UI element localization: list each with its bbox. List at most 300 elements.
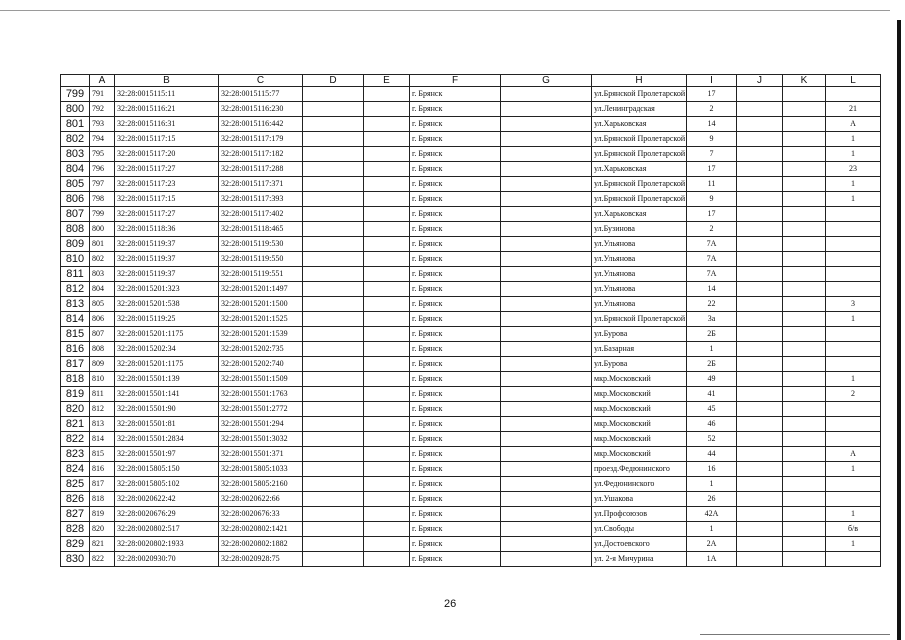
cell-k: [783, 552, 826, 567]
cell-j: [737, 282, 783, 297]
cell-f: г. Брянск: [410, 402, 501, 417]
cell-j: [737, 402, 783, 417]
cell-e: [364, 522, 410, 537]
cell-j: [737, 132, 783, 147]
cell-a: 819: [90, 507, 115, 522]
cell-f: г. Брянск: [410, 417, 501, 432]
cell-h: ул.Бурова: [592, 327, 687, 342]
cell-j: [737, 87, 783, 102]
cell-a: 817: [90, 477, 115, 492]
column-header-e: E: [364, 75, 410, 87]
cell-h: ул.Брянской Пролетарской: [592, 147, 687, 162]
cell-j: [737, 552, 783, 567]
cell-c: 32:28:0015201:1500: [219, 297, 303, 312]
cell-c: 32:28:0015501:1509: [219, 372, 303, 387]
cell-i: 49: [687, 372, 737, 387]
cell-l: 21: [826, 102, 881, 117]
cell-e: [364, 462, 410, 477]
cell-l: [826, 237, 881, 252]
cell-d: [303, 402, 364, 417]
table-row: [61, 237, 881, 252]
cell-e: [364, 162, 410, 177]
cell-f: г. Брянск: [410, 447, 501, 462]
cell-f: г. Брянск: [410, 537, 501, 552]
cell-d: [303, 222, 364, 237]
cell-a: 805: [90, 297, 115, 312]
table-row: [61, 147, 881, 162]
table-row: [61, 372, 881, 387]
cell-j: [737, 327, 783, 342]
page-number: 26: [444, 598, 457, 610]
cell-h: ул.Ульянова: [592, 237, 687, 252]
cell-d: [303, 147, 364, 162]
table-row: [61, 507, 881, 522]
cell-c: 32:28:0015117:179: [219, 132, 303, 147]
cell-k: [783, 192, 826, 207]
cell-g: [501, 552, 592, 567]
cell-i: 1: [687, 342, 737, 357]
cell-i: 14: [687, 282, 737, 297]
cell-i: 41: [687, 387, 737, 402]
cell-i: 1: [687, 522, 737, 537]
cell-e: [364, 132, 410, 147]
cell-k: [783, 372, 826, 387]
cell-i: 1: [687, 477, 737, 492]
cell-j: [737, 432, 783, 447]
cell-j: [737, 492, 783, 507]
cell-g: [501, 507, 592, 522]
cell-c: 32:28:0015117:371: [219, 177, 303, 192]
cell-j: [737, 207, 783, 222]
cell-b: 32:28:0015119:37: [115, 267, 219, 282]
cell-g: [501, 327, 592, 342]
cell-j: [737, 177, 783, 192]
table-row: [61, 207, 881, 222]
cell-k: [783, 357, 826, 372]
cell-j: [737, 507, 783, 522]
cell-l: 1: [826, 537, 881, 552]
cell-d: [303, 357, 364, 372]
cell-g: [501, 177, 592, 192]
column-header-i: I: [687, 75, 737, 87]
column-header-d: D: [303, 75, 364, 87]
cell-i: 52: [687, 432, 737, 447]
cell-a: 793: [90, 117, 115, 132]
table-row: [61, 552, 881, 567]
cell-g: [501, 402, 592, 417]
cell-d: [303, 432, 364, 447]
row-number: 806: [61, 192, 90, 207]
cell-f: г. Брянск: [410, 267, 501, 282]
cell-d: [303, 477, 364, 492]
table-row: [61, 342, 881, 357]
cell-b: 32:28:0015501:139: [115, 372, 219, 387]
cell-h: ул.Ленинградская: [592, 102, 687, 117]
column-header-c: C: [219, 75, 303, 87]
cell-f: г. Брянск: [410, 177, 501, 192]
cell-b: 32:28:0015117:15: [115, 132, 219, 147]
cell-g: [501, 132, 592, 147]
cell-l: 1: [826, 372, 881, 387]
cell-c: 32:28:0020928:75: [219, 552, 303, 567]
cell-e: [364, 207, 410, 222]
column-header-j: J: [737, 75, 783, 87]
cell-c: 32:28:0015201:1539: [219, 327, 303, 342]
cell-l: [826, 282, 881, 297]
cell-f: г. Брянск: [410, 207, 501, 222]
cell-k: [783, 297, 826, 312]
row-number: 825: [61, 477, 90, 492]
cell-f: г. Брянск: [410, 102, 501, 117]
cell-i: 1А: [687, 552, 737, 567]
cell-d: [303, 387, 364, 402]
cell-d: [303, 102, 364, 117]
column-header-g: G: [501, 75, 592, 87]
cell-b: 32:28:0015501:90: [115, 402, 219, 417]
cell-a: 815: [90, 447, 115, 462]
row-number: 809: [61, 237, 90, 252]
cell-b: 32:28:0015201:1175: [115, 357, 219, 372]
cell-k: [783, 507, 826, 522]
column-header-a: A: [90, 75, 115, 87]
cell-l: 1: [826, 147, 881, 162]
cell-j: [737, 312, 783, 327]
cell-a: 797: [90, 177, 115, 192]
row-number: 810: [61, 252, 90, 267]
table-row: [61, 402, 881, 417]
cell-e: [364, 192, 410, 207]
cell-c: 32:28:0015119:530: [219, 237, 303, 252]
cell-k: [783, 402, 826, 417]
cell-d: [303, 417, 364, 432]
cell-f: г. Брянск: [410, 432, 501, 447]
cell-e: [364, 537, 410, 552]
cell-e: [364, 387, 410, 402]
bottom-rule: [700, 634, 890, 635]
cell-e: [364, 237, 410, 252]
corner-cell: [61, 75, 90, 87]
cell-d: [303, 522, 364, 537]
cell-h: ул.Ульянова: [592, 297, 687, 312]
table-row: [61, 327, 881, 342]
row-number: 811: [61, 267, 90, 282]
cell-e: [364, 267, 410, 282]
cell-f: г. Брянск: [410, 297, 501, 312]
cell-k: [783, 342, 826, 357]
cell-j: [737, 387, 783, 402]
cell-e: [364, 432, 410, 447]
row-number: 807: [61, 207, 90, 222]
cell-b: 32:28:0015118:36: [115, 222, 219, 237]
cell-k: [783, 462, 826, 477]
cell-i: 22: [687, 297, 737, 312]
cell-e: [364, 477, 410, 492]
cell-h: ул.Харьковская: [592, 162, 687, 177]
cell-a: 804: [90, 282, 115, 297]
cell-a: 792: [90, 102, 115, 117]
cell-a: 812: [90, 402, 115, 417]
cell-b: 32:28:0015116:31: [115, 117, 219, 132]
cell-b: 32:28:0015201:538: [115, 297, 219, 312]
cell-a: 816: [90, 462, 115, 477]
cell-b: 32:28:0020802:1933: [115, 537, 219, 552]
cell-f: г. Брянск: [410, 522, 501, 537]
table-row: [61, 102, 881, 117]
cell-i: 7А: [687, 267, 737, 282]
cell-e: [364, 552, 410, 567]
table-row: [61, 192, 881, 207]
table-row: [61, 222, 881, 237]
cell-c: 32:28:0015117:393: [219, 192, 303, 207]
row-number: 799: [61, 87, 90, 102]
table-row: [61, 432, 881, 447]
table-row: [61, 537, 881, 552]
cell-g: [501, 87, 592, 102]
cell-h: ул. 2-я Мичурина: [592, 552, 687, 567]
table-row: [61, 462, 881, 477]
top-rule: [0, 10, 890, 11]
cell-d: [303, 177, 364, 192]
cell-l: [826, 432, 881, 447]
cell-e: [364, 312, 410, 327]
cell-h: проезд.Федюнинского: [592, 462, 687, 477]
cell-b: 32:28:0015117:23: [115, 177, 219, 192]
cell-i: 2Б: [687, 357, 737, 372]
cell-j: [737, 297, 783, 312]
cell-h: мкр.Московский: [592, 372, 687, 387]
cell-i: 2Б: [687, 327, 737, 342]
cell-i: 11: [687, 177, 737, 192]
cell-j: [737, 537, 783, 552]
column-header-h: H: [592, 75, 687, 87]
cell-l: 1: [826, 507, 881, 522]
cell-f: г. Брянск: [410, 147, 501, 162]
cell-h: ул.Брянской Пролетарской: [592, 177, 687, 192]
cell-b: 32:28:0020930:70: [115, 552, 219, 567]
table-row: [61, 312, 881, 327]
cell-j: [737, 447, 783, 462]
row-number: 816: [61, 342, 90, 357]
table-row: [61, 252, 881, 267]
cell-i: 7А: [687, 237, 737, 252]
table-row: [61, 267, 881, 282]
cell-a: 806: [90, 312, 115, 327]
cell-e: [364, 492, 410, 507]
cell-d: [303, 252, 364, 267]
cell-k: [783, 432, 826, 447]
cell-h: ул.Свободы: [592, 522, 687, 537]
cell-k: [783, 522, 826, 537]
cell-g: [501, 477, 592, 492]
cell-i: 9: [687, 132, 737, 147]
cell-l: [826, 477, 881, 492]
cell-a: 818: [90, 492, 115, 507]
cell-g: [501, 207, 592, 222]
column-header-k: K: [783, 75, 826, 87]
cell-e: [364, 117, 410, 132]
cell-h: мкр.Московский: [592, 417, 687, 432]
cell-a: 803: [90, 267, 115, 282]
cell-d: [303, 237, 364, 252]
cell-h: ул.Бузинова: [592, 222, 687, 237]
cell-c: 32:28:0020802:1421: [219, 522, 303, 537]
cell-e: [364, 402, 410, 417]
cell-d: [303, 117, 364, 132]
cell-l: [826, 252, 881, 267]
cell-j: [737, 372, 783, 387]
cell-h: ул.Брянской Пролетарской: [592, 312, 687, 327]
cell-g: [501, 417, 592, 432]
cell-l: 1: [826, 132, 881, 147]
cell-h: ул.Брянской Пролетарской: [592, 132, 687, 147]
cell-i: 45: [687, 402, 737, 417]
cell-j: [737, 147, 783, 162]
table-row: [61, 387, 881, 402]
cell-a: 800: [90, 222, 115, 237]
cell-f: г. Брянск: [410, 552, 501, 567]
cell-l: 3: [826, 297, 881, 312]
cell-h: ул.Ушакова: [592, 492, 687, 507]
cell-a: 810: [90, 372, 115, 387]
cell-g: [501, 102, 592, 117]
cell-i: 9: [687, 192, 737, 207]
cell-g: [501, 192, 592, 207]
cell-l: б/в: [826, 522, 881, 537]
cell-k: [783, 132, 826, 147]
cell-a: 801: [90, 237, 115, 252]
cell-d: [303, 327, 364, 342]
cell-h: ул.Ульянова: [592, 267, 687, 282]
cell-l: 1: [826, 462, 881, 477]
cell-k: [783, 267, 826, 282]
cell-c: 32:28:0015201:1497: [219, 282, 303, 297]
row-number: 817: [61, 357, 90, 372]
cell-h: мкр.Московский: [592, 432, 687, 447]
cell-b: 32:28:0015201:323: [115, 282, 219, 297]
cell-k: [783, 417, 826, 432]
cell-a: 791: [90, 87, 115, 102]
cell-l: 1: [826, 192, 881, 207]
table-row: [61, 447, 881, 462]
table-row: [61, 522, 881, 537]
cell-g: [501, 162, 592, 177]
cell-f: г. Брянск: [410, 492, 501, 507]
cell-k: [783, 222, 826, 237]
cell-e: [364, 102, 410, 117]
row-number: 824: [61, 462, 90, 477]
cell-i: 3а: [687, 312, 737, 327]
cell-d: [303, 297, 364, 312]
cell-b: 32:28:0015501:97: [115, 447, 219, 462]
cell-f: г. Брянск: [410, 327, 501, 342]
cell-g: [501, 432, 592, 447]
cell-i: 2А: [687, 537, 737, 552]
cell-h: мкр.Московский: [592, 447, 687, 462]
cell-a: 798: [90, 192, 115, 207]
cell-b: 32:28:0015116:21: [115, 102, 219, 117]
cell-c: 32:28:0015119:550: [219, 252, 303, 267]
cell-l: [826, 417, 881, 432]
table-row: [61, 477, 881, 492]
cell-c: 32:28:0015501:3032: [219, 432, 303, 447]
cell-l: [826, 87, 881, 102]
cell-a: 802: [90, 252, 115, 267]
cell-c: 32:28:0015501:1763: [219, 387, 303, 402]
cell-a: 822: [90, 552, 115, 567]
cell-k: [783, 477, 826, 492]
cell-e: [364, 342, 410, 357]
table-row: [61, 417, 881, 432]
column-header-f: F: [410, 75, 501, 87]
cell-e: [364, 417, 410, 432]
cell-e: [364, 372, 410, 387]
cell-h: ул.Ульянова: [592, 252, 687, 267]
cell-j: [737, 357, 783, 372]
cell-g: [501, 267, 592, 282]
cell-j: [737, 237, 783, 252]
row-number: 808: [61, 222, 90, 237]
cell-c: 32:28:0015117:288: [219, 162, 303, 177]
cell-b: 32:28:0015119:37: [115, 252, 219, 267]
table-row: [61, 282, 881, 297]
row-number: 818: [61, 372, 90, 387]
cell-i: 44: [687, 447, 737, 462]
row-number: 828: [61, 522, 90, 537]
cell-h: ул.Профсоюзов: [592, 507, 687, 522]
table-row: [61, 357, 881, 372]
cell-g: [501, 537, 592, 552]
cell-f: г. Брянск: [410, 237, 501, 252]
cell-k: [783, 537, 826, 552]
cell-e: [364, 87, 410, 102]
cell-h: ул.Харьковская: [592, 207, 687, 222]
cell-k: [783, 447, 826, 462]
cell-f: г. Брянск: [410, 282, 501, 297]
cell-b: 32:28:0015501:81: [115, 417, 219, 432]
cell-b: 32:28:0015117:15: [115, 192, 219, 207]
cell-l: 1: [826, 177, 881, 192]
cell-d: [303, 447, 364, 462]
cell-c: 32:28:0015202:740: [219, 357, 303, 372]
cell-k: [783, 207, 826, 222]
cell-k: [783, 117, 826, 132]
cell-k: [783, 87, 826, 102]
cell-a: 799: [90, 207, 115, 222]
cell-k: [783, 102, 826, 117]
cell-a: 807: [90, 327, 115, 342]
cell-b: 32:28:0015117:27: [115, 207, 219, 222]
cell-j: [737, 192, 783, 207]
cell-a: 811: [90, 387, 115, 402]
column-header-b: B: [115, 75, 219, 87]
cell-k: [783, 312, 826, 327]
cell-j: [737, 522, 783, 537]
cell-k: [783, 177, 826, 192]
cell-f: г. Брянск: [410, 117, 501, 132]
cell-k: [783, 387, 826, 402]
cell-e: [364, 252, 410, 267]
cell-d: [303, 207, 364, 222]
cell-l: [826, 492, 881, 507]
cell-f: г. Брянск: [410, 477, 501, 492]
cell-h: ул.Брянской Пролетарской: [592, 192, 687, 207]
cell-c: 32:28:0015118:465: [219, 222, 303, 237]
cell-d: [303, 192, 364, 207]
cell-h: ул.Федюнинского: [592, 477, 687, 492]
cell-c: 32:28:0020802:1882: [219, 537, 303, 552]
cell-h: ул.Достоевского: [592, 537, 687, 552]
cell-a: 821: [90, 537, 115, 552]
